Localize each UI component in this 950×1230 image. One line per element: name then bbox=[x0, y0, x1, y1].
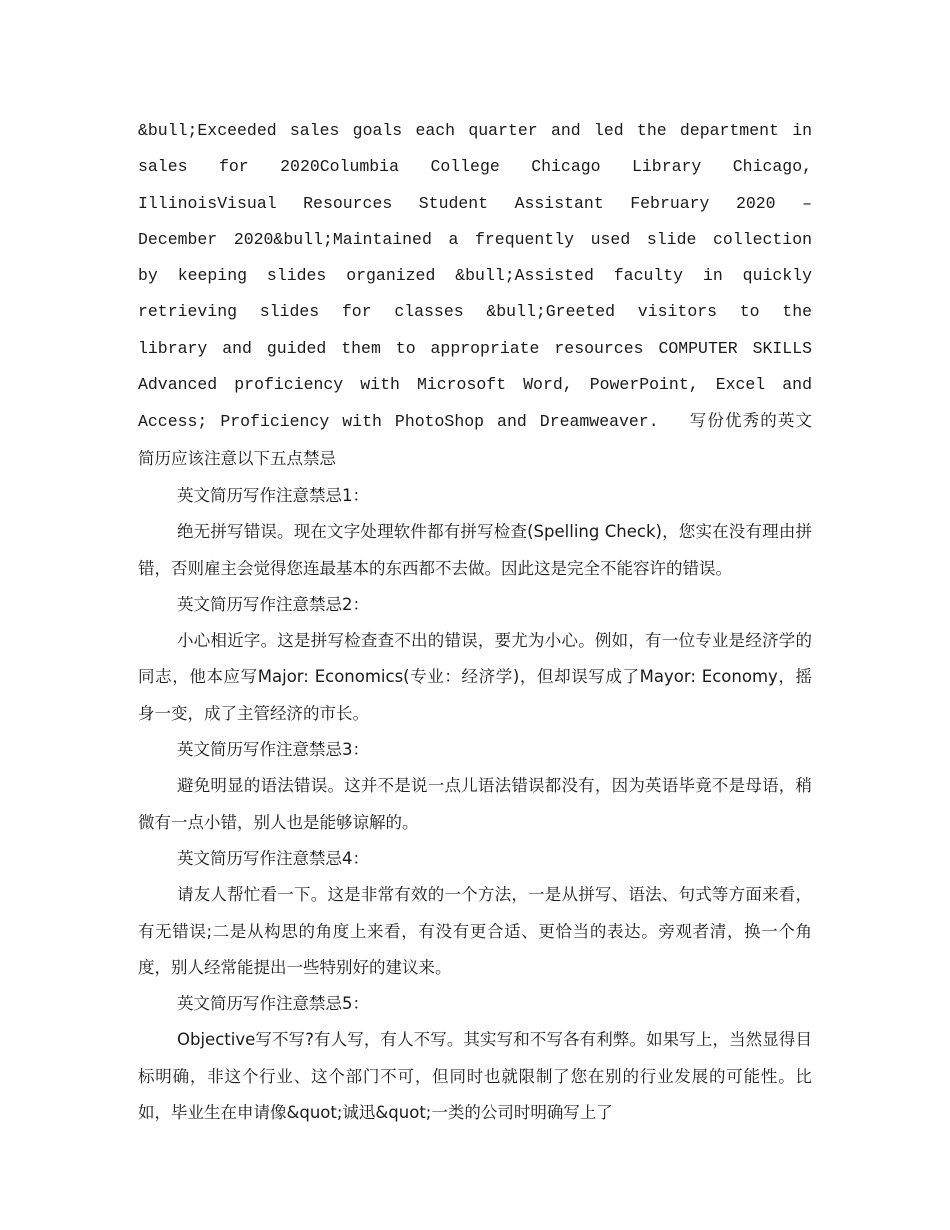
taboo-1-heading: 英文简历写作注意禁忌1： bbox=[177, 485, 369, 505]
taboo-2-body: 小心相近字。这是拼写检查查不出的错误，要尤为小心。例如，有一位专业是经济学的同志，他本应写Major: Economics(专业：经济学)，但却误写成了Mayor: Economy，摇身一变，成了主管经济的市长。 bbox=[138, 631, 812, 723]
resume-intro-sentence: 写份优秀的英文简历应该注意以下五点禁忌 bbox=[138, 411, 813, 468]
taboo-5-heading: 英文简历写作注意禁忌5： bbox=[177, 994, 369, 1014]
document-content bbox=[138, 113, 812, 1131]
taboo-3-body: 避免明显的语法错误。这并不是说一点儿语法错误都没有，因为英语毕竟不是母语，稍微有一点小错，别人也是能够谅解的。 bbox=[138, 776, 812, 832]
taboo-1-body: 绝无拼写错误。现在文字处理软件都有拼写检查(Spelling Check)，您实在没有理由拼错，否则雇主会觉得您连最基本的东西都不去做。因此这是完全不能容许的错误。 bbox=[138, 522, 812, 578]
resume-text: &bull;Exceeded sales goals each quarter and led the department in sales for 2020Columbia College Chicago Library Chicago, IllinoisVisual Resources Student Assistant February 2020 – December 2020&bull;Maintained a frequently used slide collection by keeping slides organized &bull;Assisted faculty in quickly retrieving slides for classes &bull;Greeted visitors to the library and guided them to appropriate resources COMPUTER SKILLS Advanced proficiency with Microsoft Word, PowerPoint, Excel and Access; Proficiency with PhotoShop and Dreamweaver. bbox=[138, 121, 812, 432]
taboo-2-heading: 英文简历写作注意禁忌2： bbox=[177, 594, 369, 614]
taboo-4-body: 请友人帮忙看一下。这是非常有效的一个方法，一是从拼写、语法、句式等方面来看，有无错误;二是从构思的角度上来看，有没有更合适、更恰当的表达。旁观者清，换一个角度，别人经常能提出一些特别好的建议来。 bbox=[138, 885, 812, 977]
taboo-5-body: Objective写不写?有人写，有人不写。其实写和不写各有利弊。如果写上，当然显得目标明确，非这个行业、这个部门不可，但同时也就限制了您在别的行业发展的可能性。比如，毕业生在申请像&quot;诚迅&quot;一类的公司时明确写上了 bbox=[138, 1030, 812, 1123]
taboo-3-heading: 英文简历写作注意禁忌3： bbox=[177, 740, 369, 760]
taboo-4-heading: 英文简历写作注意禁忌4： bbox=[177, 848, 369, 868]
resume-paragraph bbox=[138, 113, 812, 478]
